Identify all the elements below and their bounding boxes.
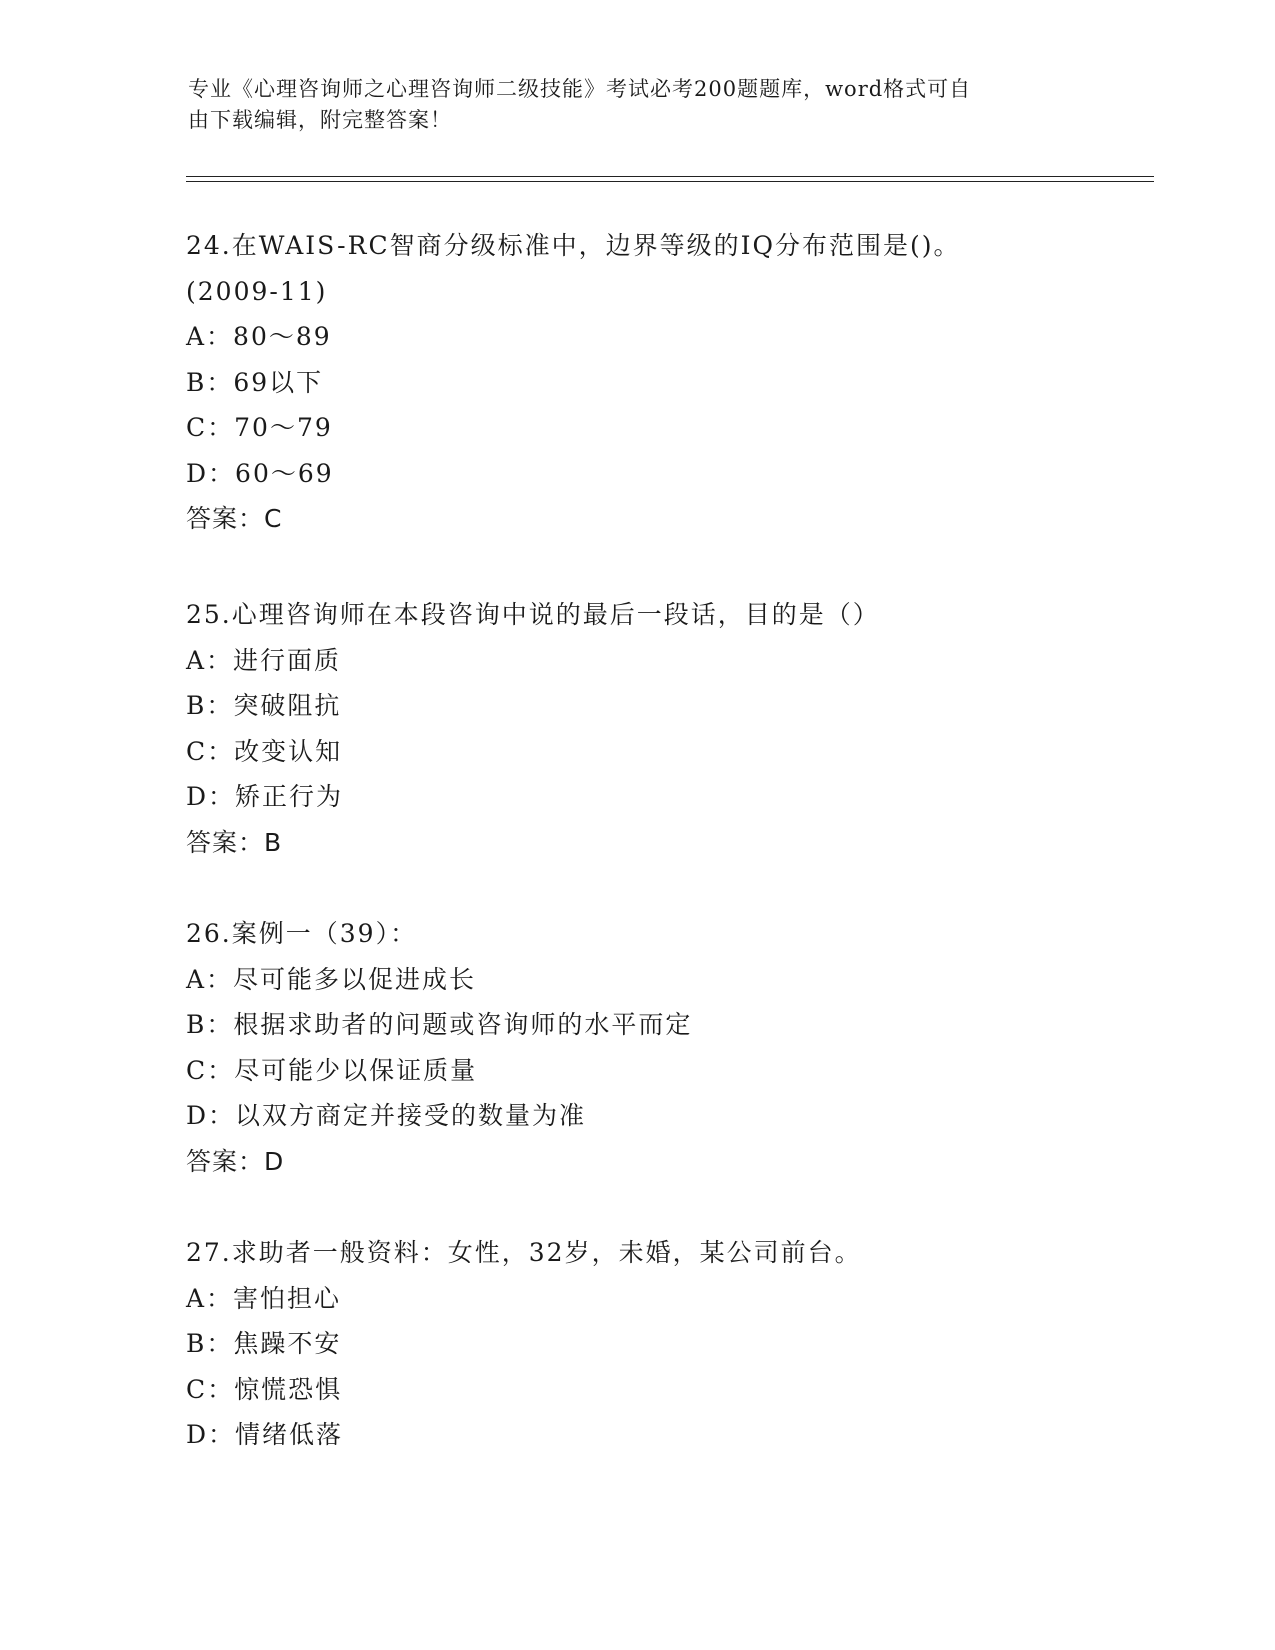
option-d: D：矫正行为: [186, 782, 344, 811]
option-a: A：尽可能多以促进成长: [186, 964, 477, 994]
option-d: D：情绪低落: [186, 1420, 344, 1449]
option-b: B：69以下: [186, 367, 324, 397]
header-divider-top: [186, 176, 1154, 177]
question-25: [186, 592, 1146, 865]
question-24: [186, 223, 1146, 542]
option-d: D：以双方商定并接受的数量为准: [186, 1101, 587, 1130]
question-stem-continued: (2009-11): [186, 276, 328, 306]
question-stem: 27.求助者一般资料：女性，32岁，未婚，某公司前台。: [186, 1238, 862, 1267]
option-a: A：80～89: [186, 322, 332, 351]
answer: 答案：C: [186, 504, 283, 533]
question-27: [186, 1230, 1146, 1458]
answer: 答案：B: [186, 827, 283, 857]
header-line-2: 由下载编辑，附完整答案！: [188, 108, 452, 132]
question-stem: 25.心理咨询师在本段咨询中说的最后一段话，目的是（）: [186, 600, 880, 629]
option-d: D：60～69: [186, 458, 334, 488]
question-stem: 26.案例一（39）：: [186, 919, 418, 948]
option-c: C：惊慌恐惧: [186, 1374, 343, 1404]
option-c: C：70～79: [186, 413, 333, 442]
question-26: [186, 911, 1146, 1184]
option-b: B：焦躁不安: [186, 1329, 342, 1358]
option-c: C：改变认知: [186, 736, 343, 766]
header-line-1: 专业《心理咨询师之心理咨询师二级技能》考试必考200题题库，word格式可自: [188, 77, 972, 101]
option-c: C：尽可能少以保证质量: [186, 1055, 478, 1085]
document-header: [188, 74, 1088, 136]
question-stem: 24.在WAIS-RC智商分级标准中，边界等级的IQ分布范围是()。: [186, 231, 961, 260]
answer: 答案：D: [186, 1146, 285, 1176]
option-a: A：害怕担心: [186, 1283, 342, 1313]
header-divider-bottom: [186, 181, 1154, 182]
option-b: B：根据求助者的问题或咨询师的水平而定: [186, 1010, 693, 1039]
option-b: B：突破阻抗: [186, 691, 342, 720]
option-a: A：进行面质: [186, 645, 342, 675]
